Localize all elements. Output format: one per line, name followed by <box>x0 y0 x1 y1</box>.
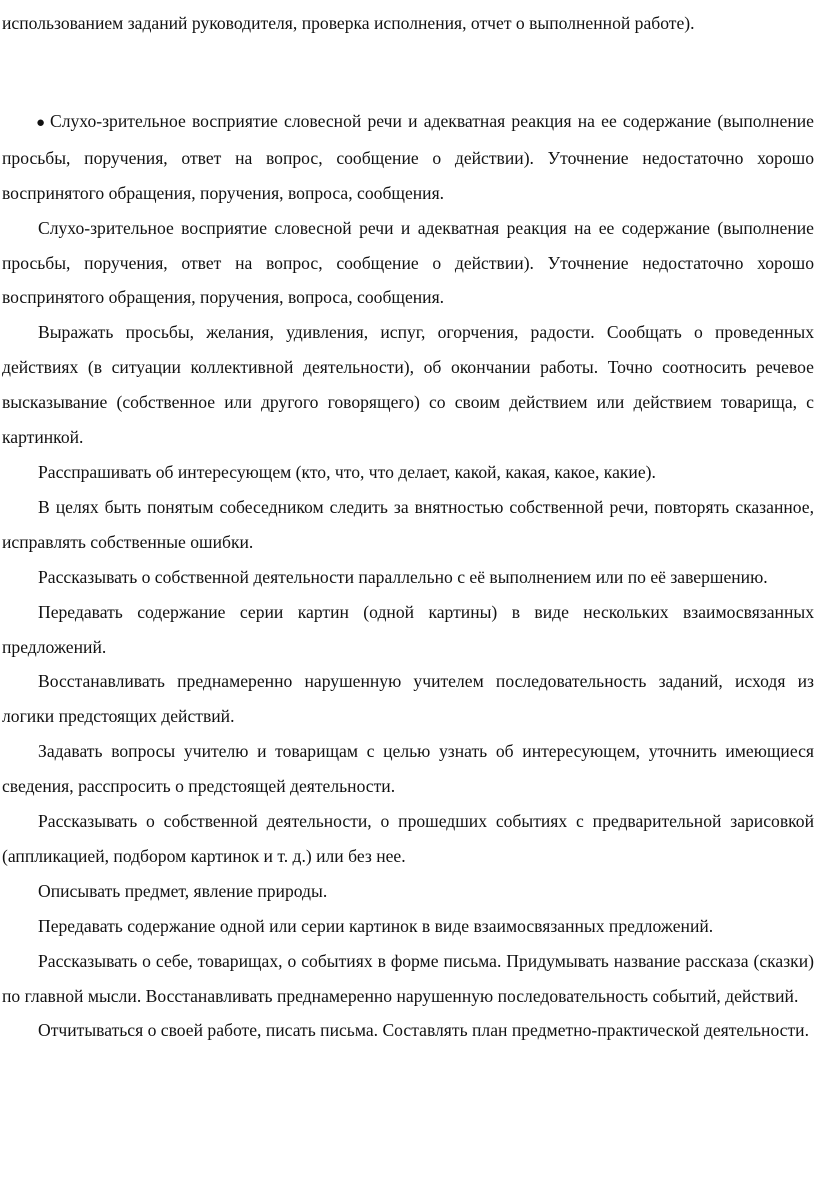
paragraph-gap <box>2 41 816 104</box>
paragraph-1: использованием заданий руководителя, проверка исполнения, отчет о выполненной работе). <box>2 13 695 33</box>
paragraph-11: Рассказывать о собственной деятельности, о прошедших событиях с предварительной зарисовкой (аппликацией, подбором картинок и т. д.) или без нее. <box>2 811 814 866</box>
paragraph-9: Восстанавливать преднамеренно нарушенную учителем последовательность заданий, исходя из логики предстоящих действий. <box>2 671 814 727</box>
paragraph-14: Рассказывать о себе, товарищах, о событиях в форме письма. Придумывать название рассказа (сказки) по главной мысли. Восстанавливать преднамеренно нарушенную последовательность событий, действий. <box>2 950 814 1006</box>
paragraph-8: Передавать содержание серии картин (одной картины) в виде нескольких взаимосвязанных предложений. <box>2 601 814 657</box>
bullet-paragraph-text: Слухо-зрительное восприятие словесной речи и адекватная реакция на ее содержание (выполнение просьбы, поручения, ответ на вопрос, сообщение о действии). Уточнение недостаточно хорошо воспринятого обращения, поручения, вопроса, сообщения. <box>2 110 814 203</box>
paragraph-5: Расспрашивать об интересующем (кто, что, что делает, какой, какая, какое, какие). <box>38 461 656 482</box>
bullet-paragraph <box>2 104 814 211</box>
paragraph-6: В целях быть понятым собеседником следить за внятностью собственной речи, повторять сказанное, исправлять собственные ошибки. <box>2 496 814 552</box>
paragraph-15: Отчитываться о своей работе, писать письма. Составлять план предметно-практической деятельности. <box>38 1020 809 1041</box>
bullet-icon: ● <box>36 114 46 131</box>
paragraph-13: Передавать содержание одной или серии картинок в виде взаимосвязанных предложений. <box>38 915 714 936</box>
paragraph-4: Выражать просьбы, желания, удивления, испуг, огорчения, радости. Сообщать о проведенных действиях (в ситуации коллективной деятельности), об окончании работы. Точно соотносить речевое высказывание (собственное или другого говорящего) со своим действием или действием товарища, с картинкой. <box>2 322 814 448</box>
paragraph-10: Задавать вопросы учителю и товарищам с целью узнать об интересующем, уточнить имеющиеся сведения, расспросить о предстоящей деятельности. <box>2 741 814 797</box>
paragraph-12: Описывать предмет, явление природы. <box>38 880 328 901</box>
paragraph-3: Слухо-зрительное восприятие словесной речи и адекватная реакция на ее содержание (выполнение просьбы, поручения, ответ на вопрос, сообщение о действии). Уточнение недостаточно хорошо воспринятого обращения, поручения, вопроса, сообщения. <box>2 217 814 308</box>
paragraph-7: Рассказывать о собственной деятельности параллельно с её выполнением или по её завершению. <box>38 566 768 587</box>
